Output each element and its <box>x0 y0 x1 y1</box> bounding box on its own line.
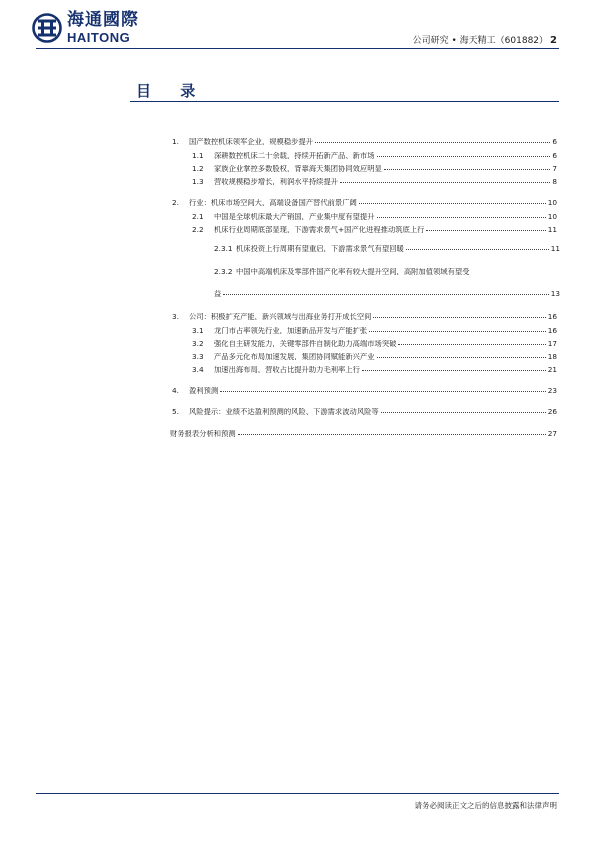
toc-entry-text: 财务报表分析和预测 <box>170 430 236 438</box>
toc-entry-text: 中国中高端机床及零部件国产化率有较大提升空间，高附加值领域有望受 <box>236 268 470 276</box>
toc-entry[interactable] <box>214 290 560 297</box>
logo-english-name: HAITONG <box>67 30 131 45</box>
toc-entry-number: 3.1 <box>192 326 204 335</box>
toc-leader-dots <box>373 317 545 318</box>
toc-entry-number: 3.4 <box>192 365 204 374</box>
toc-entry[interactable] <box>192 327 557 334</box>
toc-entry-text: 机床行业周期底部显现，下游需求景气+国产化进程推动筑底上行 <box>214 226 425 234</box>
toc-entry-text: 家族企业掌控多数股权，背靠海天集团协同效应明显 <box>214 165 382 173</box>
toc-entry[interactable] <box>192 178 557 185</box>
toc-entry-text: 公司：积极扩充产能，新兴领域与出海业务打开成长空间 <box>189 313 372 321</box>
toc-leader-dots <box>377 357 546 358</box>
footer-disclaimer: 请务必阅读正文之后的信息披露和法律声明 <box>414 801 557 810</box>
toc-leader-dots <box>369 331 545 332</box>
toc-entry-page: 21 <box>547 365 557 374</box>
toc-leader-dots <box>223 294 548 295</box>
footer-divider <box>36 793 559 794</box>
toc-entry-page: 13 <box>550 289 560 298</box>
toc-entry-page: 6 <box>552 151 557 160</box>
toc-entry[interactable] <box>172 199 557 206</box>
toc-leader-dots <box>406 249 549 250</box>
toc-entry[interactable] <box>172 313 557 320</box>
toc-leader-dots <box>238 434 546 435</box>
toc-entry-text: 国产数控机床领军企业，规模稳步提升 <box>189 138 314 146</box>
toc-entry-page: 16 <box>547 326 557 335</box>
toc-leader-dots <box>359 203 546 204</box>
toc-entry-text: 深耕数控机床二十余载，持续开拓新产品、新市场 <box>214 152 375 160</box>
toc-entry[interactable] <box>214 268 560 275</box>
toc-entry[interactable] <box>192 353 557 360</box>
toc-leader-dots <box>362 370 546 371</box>
toc-entry-page: 18 <box>547 352 557 361</box>
toc-entry-page: 7 <box>552 164 557 173</box>
toc-entry[interactable] <box>192 366 557 373</box>
toc-entry[interactable] <box>172 138 557 145</box>
logo-chinese-name: 海通國際 <box>67 10 139 30</box>
toc-entry[interactable] <box>192 340 557 347</box>
toc-leader-dots <box>426 230 545 231</box>
toc-leader-dots <box>315 142 550 143</box>
doc-info-text: 公司研究 • 海天精工（601882） <box>412 36 549 46</box>
header-doc-info <box>413 33 557 46</box>
toc-leader-dots <box>398 344 545 345</box>
toc-entry-page: 26 <box>547 407 557 416</box>
logo-text <box>67 12 139 44</box>
toc-entry-text: 盈利预测 <box>189 387 219 395</box>
toc-entry-page: 11 <box>550 244 560 253</box>
toc-entry-text: 机床投资上行周期有望重启，下游需求景气有望回暖 <box>236 245 404 253</box>
toc-entry-number: 2. <box>172 198 179 207</box>
toc-entry-number: 2.1 <box>192 212 204 221</box>
toc-entry-page: 16 <box>547 312 557 321</box>
toc-entry-number: 2.2 <box>192 225 204 234</box>
toc-entry-text: 行业：机床市场空间大，高端设备国产替代前景广阔 <box>189 199 357 207</box>
toc-entry-text: 营收规模稳步增长，利润水平持续提升 <box>214 178 339 186</box>
toc-entry-text: 风险提示：业绩不达盈利预测的风险、下游需求波动风险等 <box>189 408 379 416</box>
toc-leader-dots <box>377 217 546 218</box>
toc-entry-page: 23 <box>547 386 557 395</box>
toc-entry-number: 3.3 <box>192 352 204 361</box>
toc-entry-number: 1. <box>172 137 179 146</box>
toc-entry-number: 2.3.1 <box>214 244 233 253</box>
toc-leader-dots <box>220 391 546 392</box>
toc-entry-text: 龙门市占率领先行业，加速新品开发与产能扩张 <box>214 327 368 335</box>
toc-entry[interactable] <box>172 387 557 394</box>
toc-entry[interactable] <box>172 408 557 415</box>
toc-entry-text: 加速出海布局，营收占比提升助力毛利率上行 <box>214 366 360 374</box>
toc-title: 目 录 <box>136 82 208 100</box>
toc-entry[interactable] <box>170 430 557 437</box>
toc-entry[interactable] <box>192 226 557 233</box>
toc-entry-page: 11 <box>547 225 557 234</box>
toc-entry-page: 10 <box>547 198 557 207</box>
toc-entry-text: 益 <box>214 290 222 298</box>
toc-leader-dots <box>381 412 546 413</box>
toc-entry-number: 1.1 <box>192 151 204 160</box>
toc-leader-dots <box>340 182 550 183</box>
toc-entry-number: 1.2 <box>192 164 204 173</box>
toc-entry[interactable] <box>192 213 557 220</box>
toc-entry-number: 3.2 <box>192 339 204 348</box>
toc-entry-page: 8 <box>552 177 557 186</box>
toc-title-divider <box>130 101 559 102</box>
toc-entry-text: 强化自主研发能力，关键零部件自制化助力高端市场突破 <box>214 340 397 348</box>
toc-entry-page: 10 <box>547 212 557 221</box>
toc-entry[interactable] <box>192 165 557 172</box>
toc-entry-number: 2.3.2 <box>214 267 233 276</box>
toc-entry-text: 产品多元化布局加速发展，集团协同赋能新兴产业 <box>214 353 375 361</box>
toc-entry-number: 4. <box>172 386 179 395</box>
toc-entry[interactable] <box>192 152 557 159</box>
toc-entry-page: 27 <box>547 429 557 438</box>
toc-leader-dots <box>384 169 551 170</box>
toc-entry-number: 3. <box>172 312 179 321</box>
toc-entry-text: 中国是全球机床最大产销国，产业集中度有望提升 <box>214 213 375 221</box>
toc-entry-number: 1.3 <box>192 177 204 186</box>
toc-entry-page: 17 <box>547 339 557 348</box>
toc-entry-number: 5. <box>172 407 179 416</box>
toc-entry-page: 6 <box>552 137 557 146</box>
header-page-number: 2 <box>550 35 557 46</box>
toc-leader-dots <box>377 156 551 157</box>
header-divider <box>36 48 559 49</box>
haitong-logo <box>32 8 139 48</box>
haitong-emblem-icon <box>32 13 62 43</box>
toc-entry[interactable] <box>214 245 560 252</box>
